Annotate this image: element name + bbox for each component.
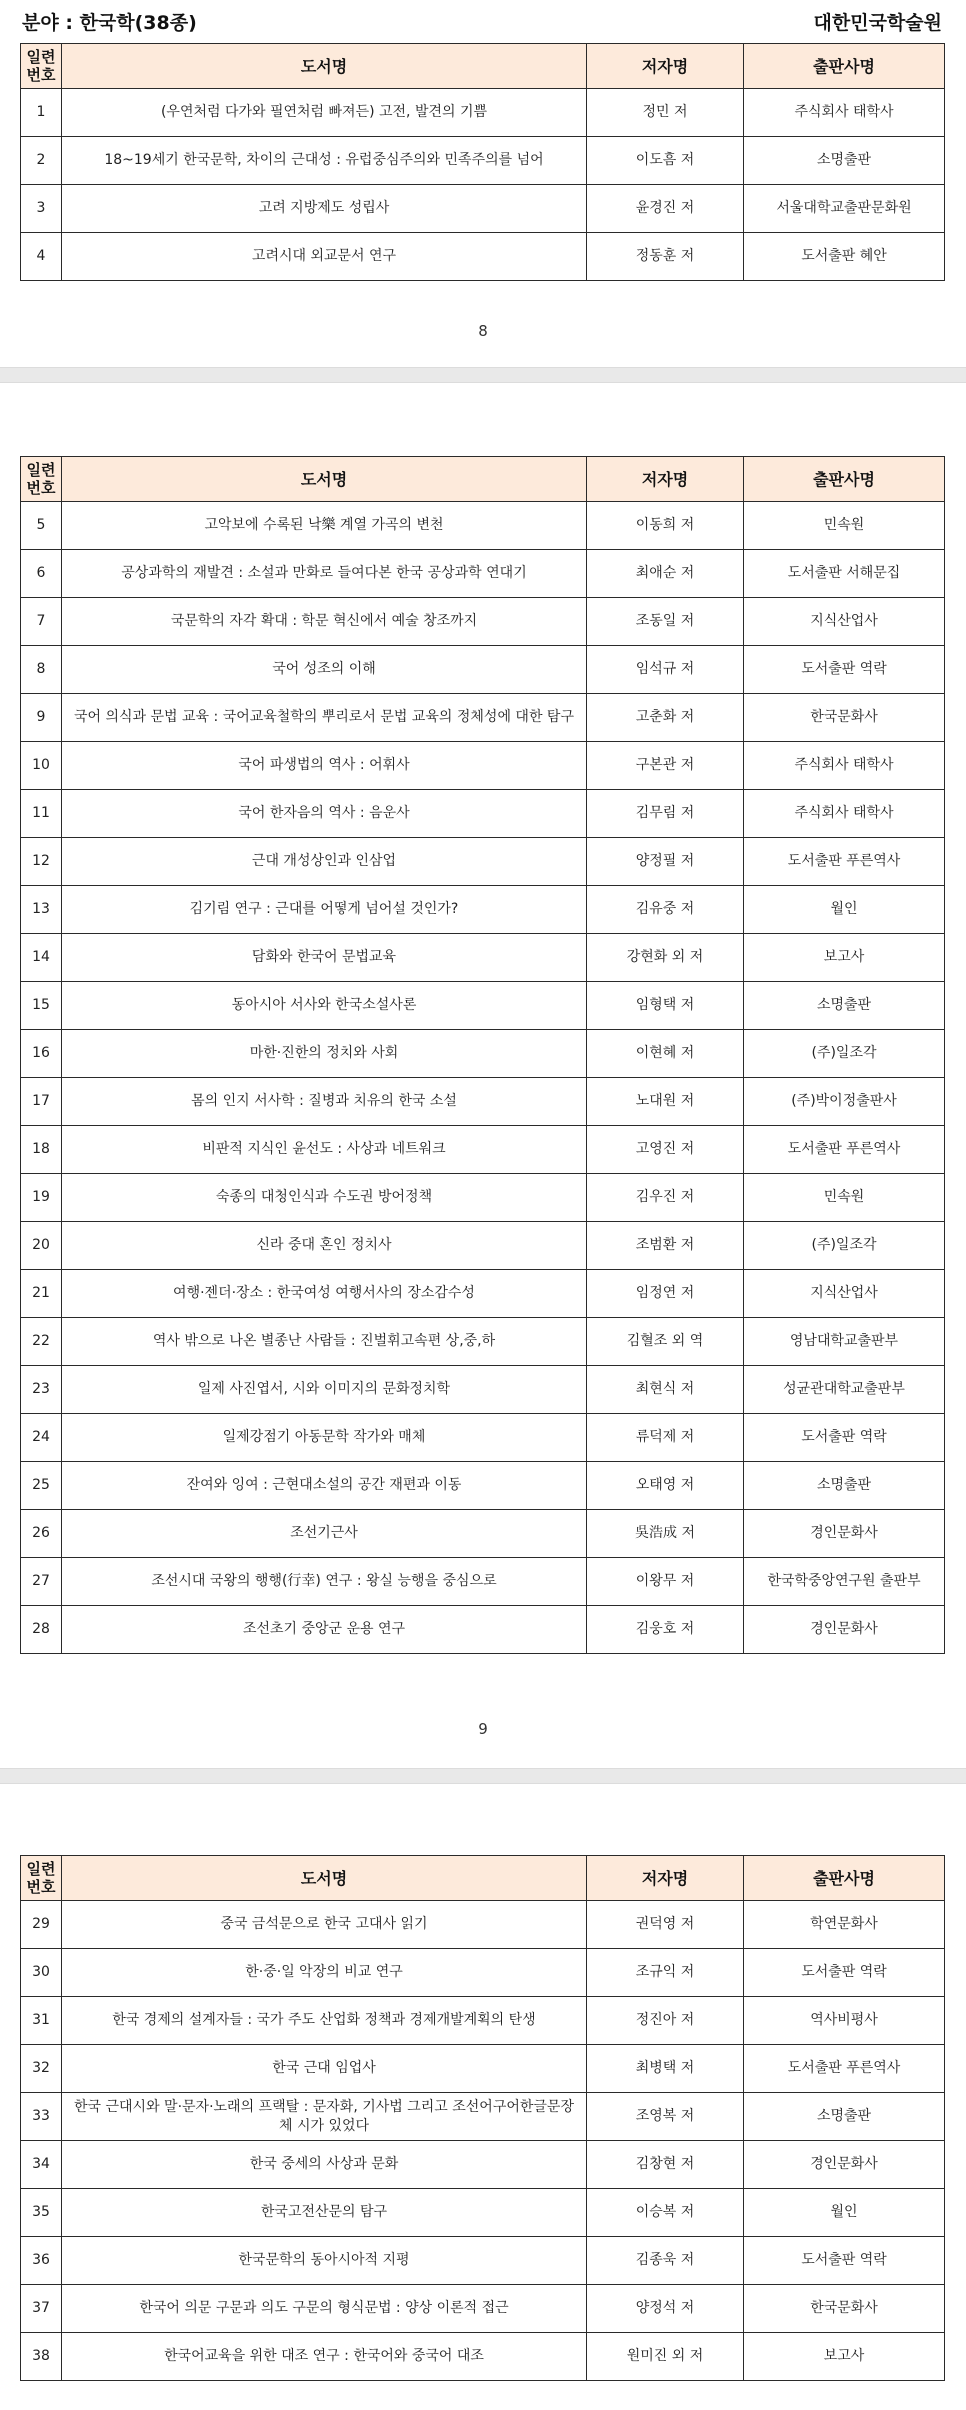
cell-title: 공상과학의 재발견 : 소설과 만화로 들여다본 한국 공상과학 연대기 — [62, 550, 587, 598]
cell-title: 국문학의 자각 확대 : 학문 혁신에서 예술 창조까지 — [62, 598, 587, 646]
table-row — [21, 1222, 945, 1270]
cell-no: 22 — [21, 1318, 62, 1366]
cell-title: 한국 중세의 사상과 문화 — [62, 2141, 587, 2189]
cell-title: 고악보에 수록된 낙樂 계열 가곡의 변천 — [62, 502, 587, 550]
table-row — [21, 185, 945, 233]
cell-no: 28 — [21, 1606, 62, 1654]
cell-no: 36 — [21, 2237, 62, 2285]
cell-publisher: 도서출판 역락 — [744, 1414, 945, 1462]
table-row — [21, 2093, 945, 2141]
table-row — [21, 694, 945, 742]
table-row — [21, 598, 945, 646]
cell-title: 고려시대 외교문서 연구 — [62, 233, 587, 281]
cell-publisher: (주)일조각 — [744, 1030, 945, 1078]
cell-no: 17 — [21, 1078, 62, 1126]
cell-no: 8 — [21, 646, 62, 694]
table-row — [21, 934, 945, 982]
table-row — [21, 1558, 945, 1606]
cell-publisher: 소명출판 — [744, 2093, 945, 2141]
cell-author: 고춘화 저 — [587, 694, 744, 742]
column-header-publisher: 출판사명 — [744, 457, 945, 502]
cell-no: 33 — [21, 2093, 62, 2141]
cell-publisher: (주)일조각 — [744, 1222, 945, 1270]
cell-title: 한국어 의문 구문과 의도 구문의 형식문법 : 양상 이론적 접근 — [62, 2285, 587, 2333]
table-row — [21, 550, 945, 598]
cell-author: 정진아 저 — [587, 1997, 744, 2045]
cell-publisher: 경인문화사 — [744, 1606, 945, 1654]
table-row — [21, 982, 945, 1030]
cell-no: 15 — [21, 982, 62, 1030]
table-row — [21, 1901, 945, 1949]
cell-no: 21 — [21, 1270, 62, 1318]
cell-title: 숙종의 대청인식과 수도권 방어정책 — [62, 1174, 587, 1222]
cell-no: 14 — [21, 934, 62, 982]
table-row — [21, 2189, 945, 2237]
table-row — [21, 1997, 945, 2045]
table-row — [21, 2237, 945, 2285]
cell-title: 한국어교육을 위한 대조 연구 : 한국어와 중국어 대조 — [62, 2333, 587, 2381]
cell-publisher: 민속원 — [744, 1174, 945, 1222]
cell-no: 1 — [21, 89, 62, 137]
cell-publisher: 학연문화사 — [744, 1901, 945, 1949]
column-header-publisher: 출판사명 — [744, 44, 945, 89]
page-divider — [0, 1768, 966, 1784]
cell-no: 16 — [21, 1030, 62, 1078]
cell-publisher: 성균관대학교출판부 — [744, 1366, 945, 1414]
cell-no: 24 — [21, 1414, 62, 1462]
cell-author: 임정연 저 — [587, 1270, 744, 1318]
cell-author: 오태영 저 — [587, 1462, 744, 1510]
table-row — [21, 137, 945, 185]
cell-author: 구본관 저 — [587, 742, 744, 790]
table-row — [21, 1414, 945, 1462]
cell-author: 김혈조 외 역 — [587, 1318, 744, 1366]
column-header-no: 일련 번호 — [21, 44, 62, 89]
cell-title: 한국고전산문의 탐구 — [62, 2189, 587, 2237]
cell-author: 임석규 저 — [587, 646, 744, 694]
cell-author: 이도흠 저 — [587, 137, 744, 185]
cell-publisher: 지식산업사 — [744, 1270, 945, 1318]
cell-no: 32 — [21, 2045, 62, 2093]
table-row — [21, 502, 945, 550]
cell-no: 38 — [21, 2333, 62, 2381]
cell-publisher: 한국문화사 — [744, 694, 945, 742]
cell-author: 조규익 저 — [587, 1949, 744, 1997]
table-row — [21, 1078, 945, 1126]
cell-publisher: 도서출판 혜안 — [744, 233, 945, 281]
cell-title: 여행·젠더·장소 : 한국여성 여행서사의 장소감수성 — [62, 1270, 587, 1318]
cell-title: 국어 한자음의 역사 : 음운사 — [62, 790, 587, 838]
cell-author: 노대원 저 — [587, 1078, 744, 1126]
table-header — [21, 457, 945, 502]
table-header — [21, 44, 945, 89]
cell-author: 조범환 저 — [587, 1222, 744, 1270]
cell-publisher: 도서출판 역락 — [744, 2237, 945, 2285]
cell-author: 이승복 저 — [587, 2189, 744, 2237]
cell-no: 3 — [21, 185, 62, 233]
table-row — [21, 742, 945, 790]
column-header-title: 도서명 — [62, 457, 587, 502]
cell-no: 23 — [21, 1366, 62, 1414]
cell-publisher: 월인 — [744, 886, 945, 934]
cell-publisher: 역사비평사 — [744, 1997, 945, 2045]
cell-no: 37 — [21, 2285, 62, 2333]
cell-publisher: 주식회사 태학사 — [744, 89, 945, 137]
publisher-label: 대한민국학술원 — [813, 12, 942, 34]
cell-publisher: 지식산업사 — [744, 598, 945, 646]
table-body — [21, 1901, 945, 2381]
cell-no: 2 — [21, 137, 62, 185]
cell-no: 10 — [21, 742, 62, 790]
page-number: 8 — [478, 322, 488, 340]
cell-author: 양정필 저 — [587, 838, 744, 886]
cell-no: 26 — [21, 1510, 62, 1558]
table-row — [21, 1606, 945, 1654]
cell-no: 12 — [21, 838, 62, 886]
cell-author: 양정석 저 — [587, 2285, 744, 2333]
table-row — [21, 89, 945, 137]
book-table-2 — [20, 456, 945, 1654]
cell-author: 김웅호 저 — [587, 1606, 744, 1654]
cell-author: 이동희 저 — [587, 502, 744, 550]
column-header-publisher: 출판사명 — [744, 1856, 945, 1901]
column-header-no: 일련 번호 — [21, 457, 62, 502]
cell-author: 김창현 저 — [587, 2141, 744, 2189]
table-row — [21, 1270, 945, 1318]
cell-publisher: 서울대학교출판문화원 — [744, 185, 945, 233]
cell-title: 동아시아 서사와 한국소설사론 — [62, 982, 587, 1030]
cell-author: 이현혜 저 — [587, 1030, 744, 1078]
book-table-1 — [20, 43, 945, 281]
cell-no: 11 — [21, 790, 62, 838]
cell-publisher: 소명출판 — [744, 982, 945, 1030]
cell-title: 조선초기 중앙군 운용 연구 — [62, 1606, 587, 1654]
cell-author: 류덕제 저 — [587, 1414, 744, 1462]
cell-publisher: 월인 — [744, 2189, 945, 2237]
cell-title: 몸의 인지 서사학 : 질병과 치유의 한국 소설 — [62, 1078, 587, 1126]
table-row — [21, 1174, 945, 1222]
table-row — [21, 2285, 945, 2333]
cell-author: 원미진 외 저 — [587, 2333, 744, 2381]
cell-no: 9 — [21, 694, 62, 742]
table-row — [21, 1126, 945, 1174]
cell-author: 조영복 저 — [587, 2093, 744, 2141]
cell-no: 29 — [21, 1901, 62, 1949]
cell-title: 고려 지방제도 성립사 — [62, 185, 587, 233]
cell-no: 6 — [21, 550, 62, 598]
cell-publisher: 경인문화사 — [744, 2141, 945, 2189]
cell-title: (우연처럼 다가와 필연처럼 빠져든) 고전, 발견의 기쁨 — [62, 89, 587, 137]
cell-title: 18~19세기 한국문학, 차이의 근대성 : 유럽중심주의와 민족주의를 넘어 — [62, 137, 587, 185]
page-header — [0, 0, 966, 40]
table-row — [21, 646, 945, 694]
table-header — [21, 1856, 945, 1901]
cell-no: 35 — [21, 2189, 62, 2237]
cell-publisher: 도서출판 역락 — [744, 646, 945, 694]
cell-title: 한·중·일 악장의 비교 연구 — [62, 1949, 587, 1997]
cell-publisher: 보고사 — [744, 2333, 945, 2381]
cell-title: 한국 근대 임업사 — [62, 2045, 587, 2093]
cell-title: 김기림 연구 : 근대를 어떻게 넘어설 것인가? — [62, 886, 587, 934]
cell-title: 국어 의식과 문법 교육 : 국어교육철학의 뿌리로서 문법 교육의 정체성에 대한 탐구 — [62, 694, 587, 742]
cell-no: 34 — [21, 2141, 62, 2189]
cell-author: 조동일 저 — [587, 598, 744, 646]
cell-publisher: 도서출판 역락 — [744, 1949, 945, 1997]
cell-publisher: 주식회사 태학사 — [744, 742, 945, 790]
cell-no: 13 — [21, 886, 62, 934]
cell-title: 한국문학의 동아시아적 지평 — [62, 2237, 587, 2285]
cell-title: 잔여와 잉여 : 근현대소설의 공간 재편과 이동 — [62, 1462, 587, 1510]
cell-title: 조선시대 국왕의 행행(行幸) 연구 : 왕실 능행을 중심으로 — [62, 1558, 587, 1606]
cell-no: 7 — [21, 598, 62, 646]
cell-publisher: 경인문화사 — [744, 1510, 945, 1558]
cell-title: 중국 금석문으로 한국 고대사 읽기 — [62, 1901, 587, 1949]
cell-author: 김무림 저 — [587, 790, 744, 838]
cell-no: 27 — [21, 1558, 62, 1606]
table-row — [21, 838, 945, 886]
cell-author: 정민 저 — [587, 89, 744, 137]
table-row — [21, 2045, 945, 2093]
cell-publisher: 도서출판 서해문집 — [744, 550, 945, 598]
column-header-author: 저자명 — [587, 44, 744, 89]
cell-no: 19 — [21, 1174, 62, 1222]
table-row — [21, 790, 945, 838]
cell-publisher: 주식회사 태학사 — [744, 790, 945, 838]
cell-no: 20 — [21, 1222, 62, 1270]
page-divider — [0, 367, 966, 383]
cell-title: 조선기근사 — [62, 1510, 587, 1558]
book-table-3 — [20, 1855, 945, 2381]
cell-author: 정동훈 저 — [587, 233, 744, 281]
cell-author: 김유중 저 — [587, 886, 744, 934]
cell-author: 최현식 저 — [587, 1366, 744, 1414]
cell-publisher: (주)박이정출판사 — [744, 1078, 945, 1126]
cell-author: 강현화 외 저 — [587, 934, 744, 982]
cell-author: 최병택 저 — [587, 2045, 744, 2093]
table-row — [21, 1030, 945, 1078]
cell-title: 비판적 지식인 윤선도 : 사상과 네트워크 — [62, 1126, 587, 1174]
cell-author: 최애순 저 — [587, 550, 744, 598]
table-row — [21, 886, 945, 934]
cell-publisher: 도서출판 푸른역사 — [744, 838, 945, 886]
cell-title: 마한·진한의 정치와 사회 — [62, 1030, 587, 1078]
table-body — [21, 502, 945, 1654]
cell-author: 김종욱 저 — [587, 2237, 744, 2285]
table-row — [21, 1318, 945, 1366]
cell-title: 일제강점기 아동문학 작가와 매체 — [62, 1414, 587, 1462]
table-row — [21, 1510, 945, 1558]
cell-publisher: 소명출판 — [744, 137, 945, 185]
cell-title: 역사 밖으로 나온 별종난 사람들 : 진벌휘고속편 상,중,하 — [62, 1318, 587, 1366]
table-row — [21, 2141, 945, 2189]
cell-no: 25 — [21, 1462, 62, 1510]
cell-publisher: 영남대학교출판부 — [744, 1318, 945, 1366]
cell-author: 권덕영 저 — [587, 1901, 744, 1949]
cell-publisher: 소명출판 — [744, 1462, 945, 1510]
cell-publisher: 민속원 — [744, 502, 945, 550]
cell-author: 吳浩成 저 — [587, 1510, 744, 1558]
cell-publisher: 보고사 — [744, 934, 945, 982]
cell-title: 담화와 한국어 문법교육 — [62, 934, 587, 982]
page-number: 9 — [478, 1720, 488, 1738]
table-row — [21, 2333, 945, 2381]
cell-author: 이왕무 저 — [587, 1558, 744, 1606]
cell-title: 일제 사진엽서, 시와 이미지의 문화정치학 — [62, 1366, 587, 1414]
table-row — [21, 1462, 945, 1510]
cell-publisher: 도서출판 푸른역사 — [744, 2045, 945, 2093]
cell-title: 한국 경제의 설계자들 : 국가 주도 산업화 정책과 경제개발계획의 탄생 — [62, 1997, 587, 2045]
column-header-no: 일련 번호 — [21, 1856, 62, 1901]
cell-no: 18 — [21, 1126, 62, 1174]
column-header-author: 저자명 — [587, 457, 744, 502]
cell-publisher: 한국학중앙연구원 출판부 — [744, 1558, 945, 1606]
cell-no: 30 — [21, 1949, 62, 1997]
cell-no: 4 — [21, 233, 62, 281]
table-row — [21, 1366, 945, 1414]
column-header-title: 도서명 — [62, 44, 587, 89]
cell-author: 윤경진 저 — [587, 185, 744, 233]
cell-no: 31 — [21, 1997, 62, 2045]
cell-author: 김우진 저 — [587, 1174, 744, 1222]
table-row — [21, 233, 945, 281]
cell-author: 임형택 저 — [587, 982, 744, 1030]
column-header-author: 저자명 — [587, 1856, 744, 1901]
cell-title: 신라 중대 혼인 정치사 — [62, 1222, 587, 1270]
table-row — [21, 1949, 945, 1997]
cell-title: 근대 개성상인과 인삼업 — [62, 838, 587, 886]
table-body — [21, 89, 945, 281]
cell-title: 한국 근대시와 말·문자·노래의 프랙탈 : 문자화, 기사법 그리고 조선어구어한글문장체 시가 있었다 — [62, 2093, 587, 2141]
cell-publisher: 한국문화사 — [744, 2285, 945, 2333]
cell-title: 국어 성조의 이해 — [62, 646, 587, 694]
cell-title: 국어 파생법의 역사 : 어휘사 — [62, 742, 587, 790]
cell-no: 5 — [21, 502, 62, 550]
cell-author: 고영진 저 — [587, 1126, 744, 1174]
cell-publisher: 도서출판 푸른역사 — [744, 1126, 945, 1174]
category-label: 분야 : 한국학(38종) — [22, 12, 197, 34]
column-header-title: 도서명 — [62, 1856, 587, 1901]
